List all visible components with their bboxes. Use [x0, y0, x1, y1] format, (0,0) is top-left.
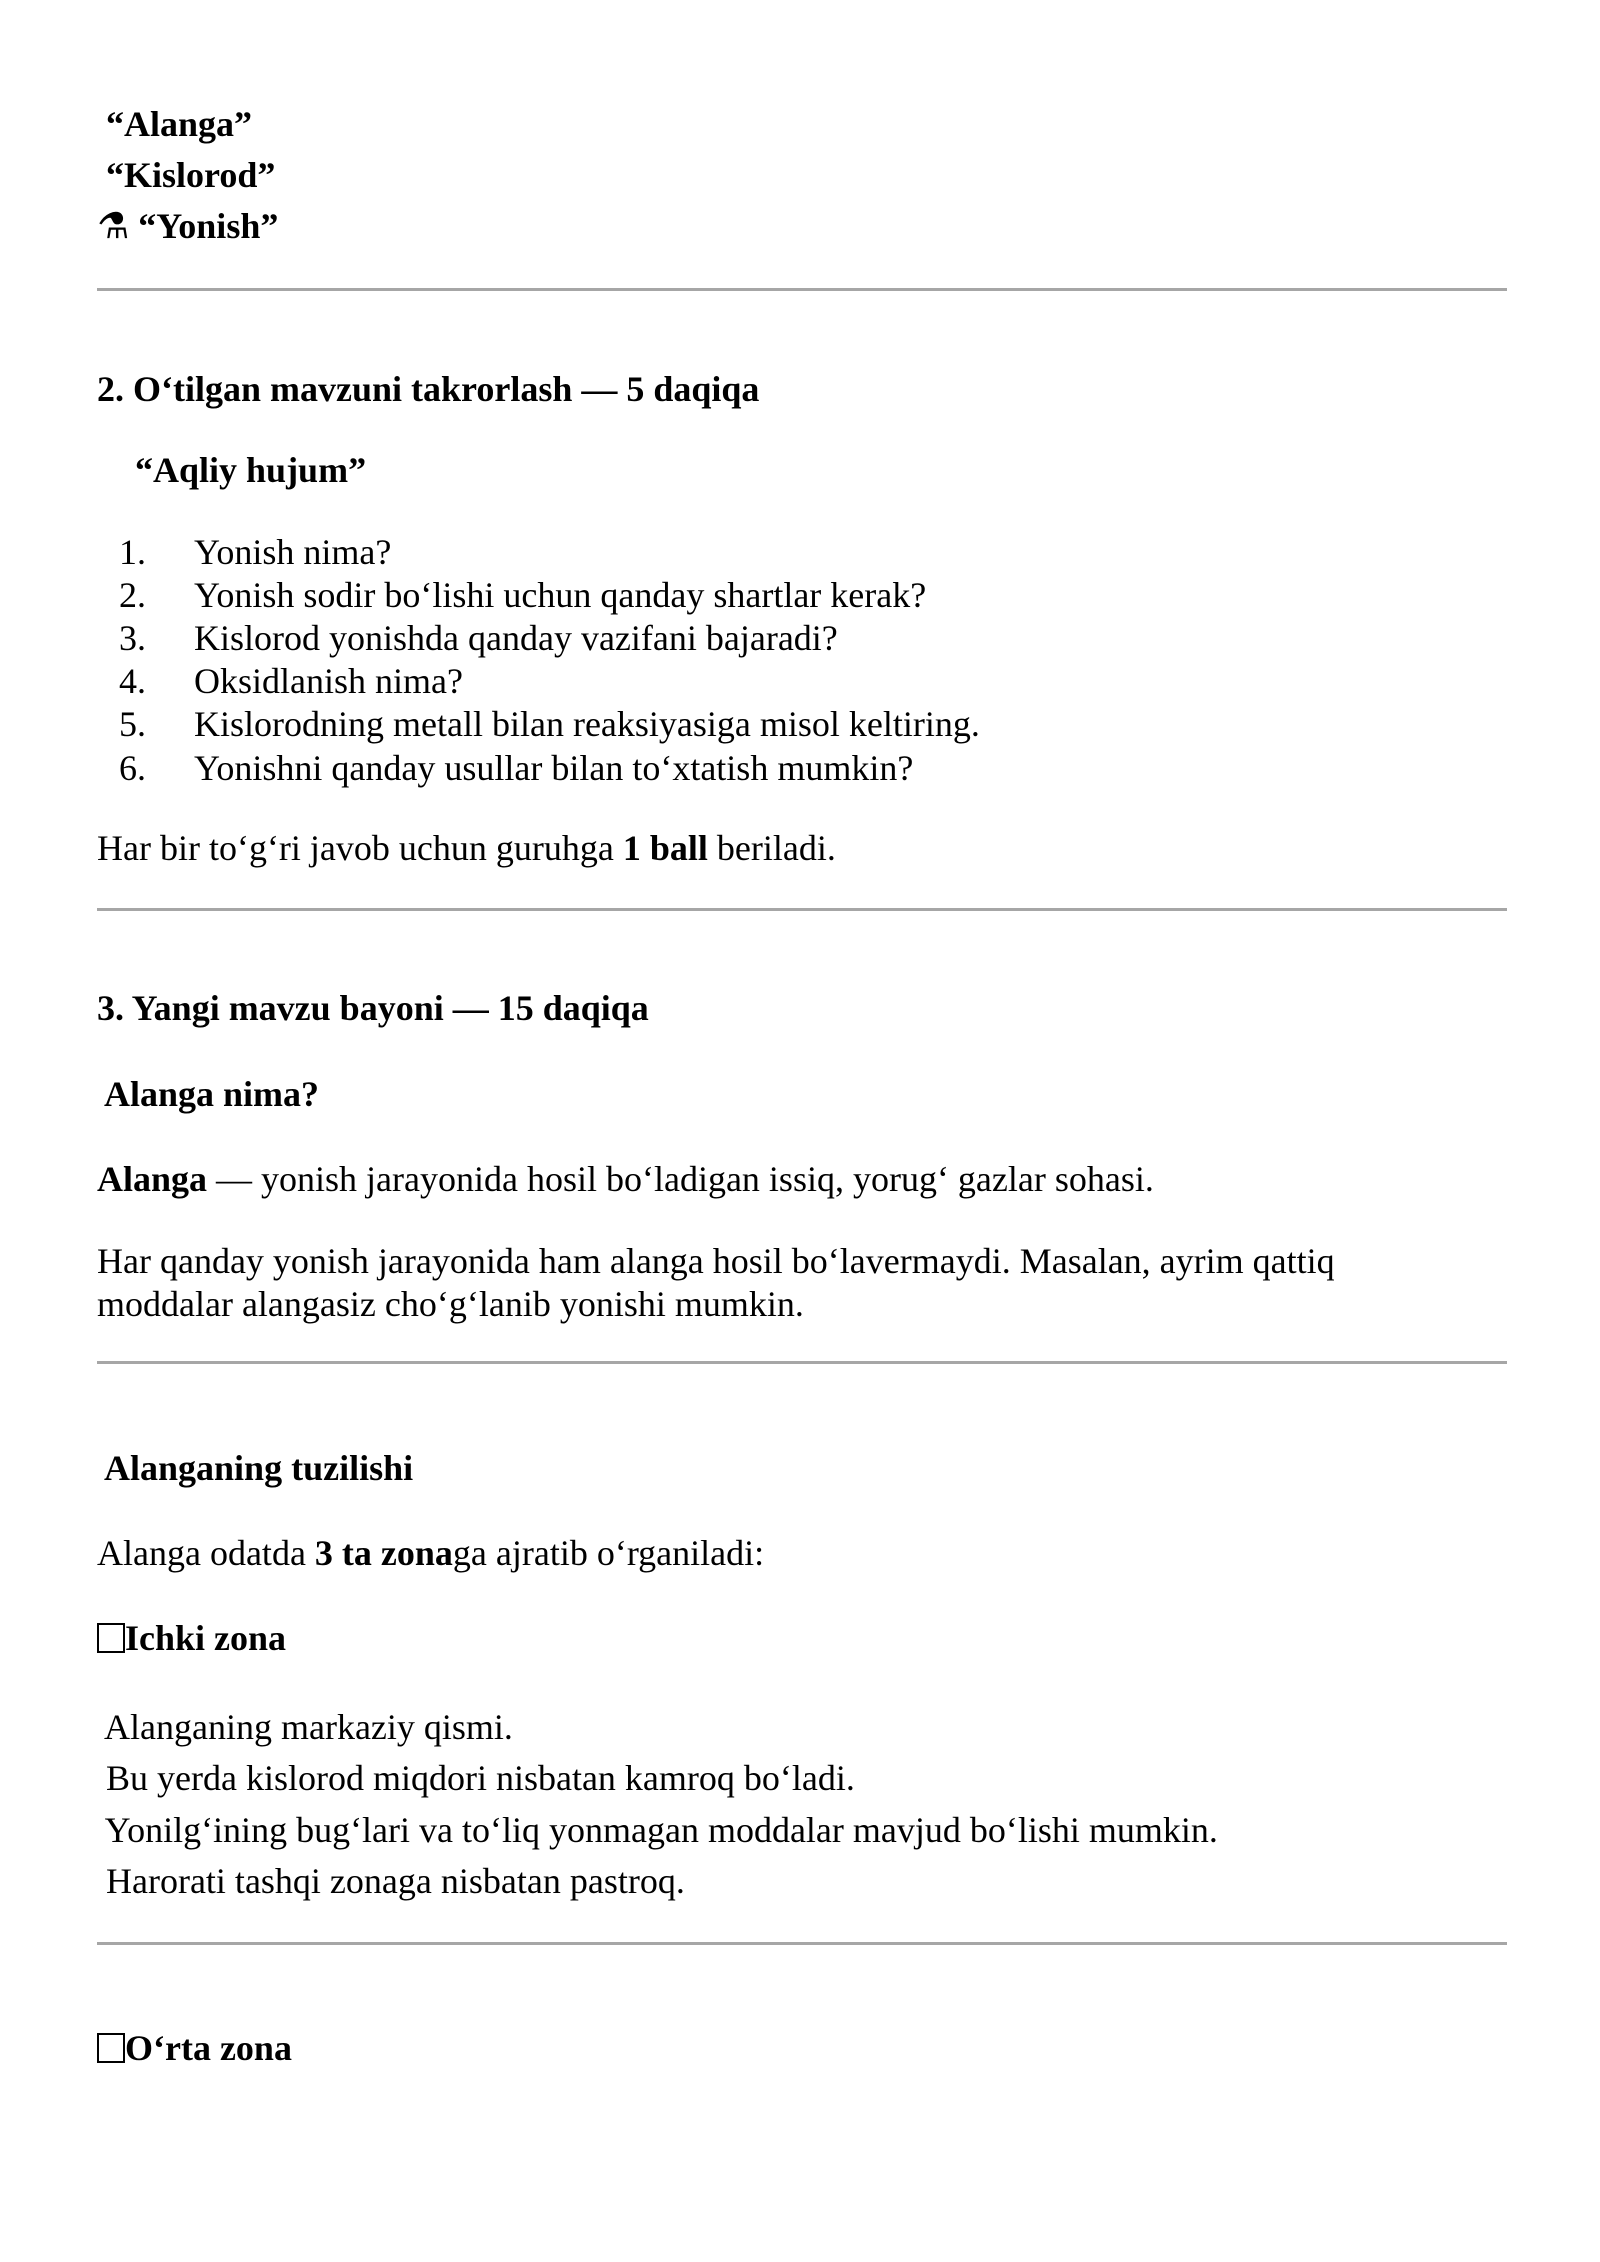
top-item-text: “Alanga” [106, 104, 253, 144]
zone-2-title: O‘rta zona [125, 2028, 292, 2068]
zone-1-bullet [97, 1705, 513, 1749]
top-item-yonish [97, 204, 278, 249]
document-page [97, 0, 1507, 2262]
top-item-kislorod [97, 153, 275, 197]
score-note-text: Har bir to‘g‘ri javob uchun guruhga [97, 828, 623, 868]
structure-intro-text: Alanga odatda [97, 1533, 315, 1573]
question-number: 1. [119, 532, 146, 572]
zone-2-heading [97, 2026, 292, 2070]
score-note-points: 1 ball [622, 828, 708, 868]
structure-intro-text: ga ajratib o‘rganiladi: [452, 1533, 765, 1573]
top-item-alanga [97, 102, 252, 146]
horizontal-rule [97, 288, 1507, 291]
horizontal-rule [97, 1361, 1507, 1364]
zone-1-heading [97, 1616, 286, 1660]
question-text: Kislorodning metall bilan reaksiyasiga misol keltiring. [194, 704, 980, 744]
zone-1-bullet [97, 1808, 1218, 1852]
section-3-heading: 3. Yangi mavzu bayoni — 15 daqiqa [97, 988, 649, 1028]
structure-intro [97, 1531, 764, 1575]
horizontal-rule [97, 1942, 1507, 1945]
question-number: 6. [119, 748, 146, 788]
bullet-text: Alanganing markaziy qismi. [104, 1707, 513, 1747]
score-note [97, 826, 836, 870]
bullet-text: Bu yerda kislorod miqdori nisbatan kamroq bo‘ladi. [106, 1758, 855, 1798]
question-text: Yonishni qanday usullar bilan to‘xtatish mumkin? [194, 748, 914, 788]
bullet-text: Yonilg‘ining bug‘lari va to‘liq yonmagan moddalar mavjud bo‘lishi mumkin. [104, 1810, 1218, 1850]
bullet-text: Harorati tashqi zonaga nisbatan pastroq. [106, 1861, 685, 1901]
question-number: 4. [119, 661, 146, 701]
question-text: Yonish sodir bo‘lishi uchun qanday shartlar kerak? [194, 575, 927, 615]
zone-1-bullet [97, 1756, 855, 1800]
alanga-question-text: Alanga nima? [104, 1074, 320, 1114]
structure-heading-text: Alanganing tuzilishi [104, 1448, 414, 1488]
paragraph-line: moddalar alangasiz cho‘g‘lanib yonishi mumkin. [97, 1284, 804, 1324]
question-text: Oksidlanish nima? [194, 661, 463, 701]
horizontal-rule [97, 908, 1507, 911]
box-icon [97, 1623, 125, 1653]
alanga-definition [97, 1157, 1154, 1201]
question-number: 5. [119, 704, 146, 744]
question-number: 3. [119, 618, 146, 658]
top-item-text: “Kislorod” [106, 155, 276, 195]
definition-term: Alanga [97, 1159, 208, 1199]
structure-heading [97, 1446, 413, 1490]
top-item-text: “Yonish” [138, 206, 279, 246]
definition-text: — yonish jarayonida hosil bo‘ladigan issiq, yorug‘ gazlar sohasi. [207, 1159, 1154, 1199]
structure-intro-zones: 3 ta zona [314, 1533, 453, 1573]
paragraph-line: Har qanday yonish jarayonida ham alanga hosil bo‘lavermaydi. Masalan, ayrim qattiq [97, 1241, 1335, 1281]
section-2-subheading: “Aqliy hujum” [135, 450, 367, 490]
alanga-question-heading [97, 1072, 319, 1116]
alembic-icon: ⚗ [97, 206, 130, 247]
question-text: Yonish nima? [194, 532, 392, 572]
question-text: Kislorod yonishda qanday vazifani bajaradi? [194, 618, 838, 658]
question-number: 2. [119, 575, 146, 615]
zone-1-title: Ichki zona [125, 1618, 287, 1658]
score-note-text: beriladi. [707, 828, 836, 868]
zone-1-bullet [97, 1859, 685, 1903]
box-icon [97, 2033, 125, 2063]
section-2-heading: 2. O‘tilgan mavzuni takrorlash — 5 daqiqa [97, 369, 760, 409]
